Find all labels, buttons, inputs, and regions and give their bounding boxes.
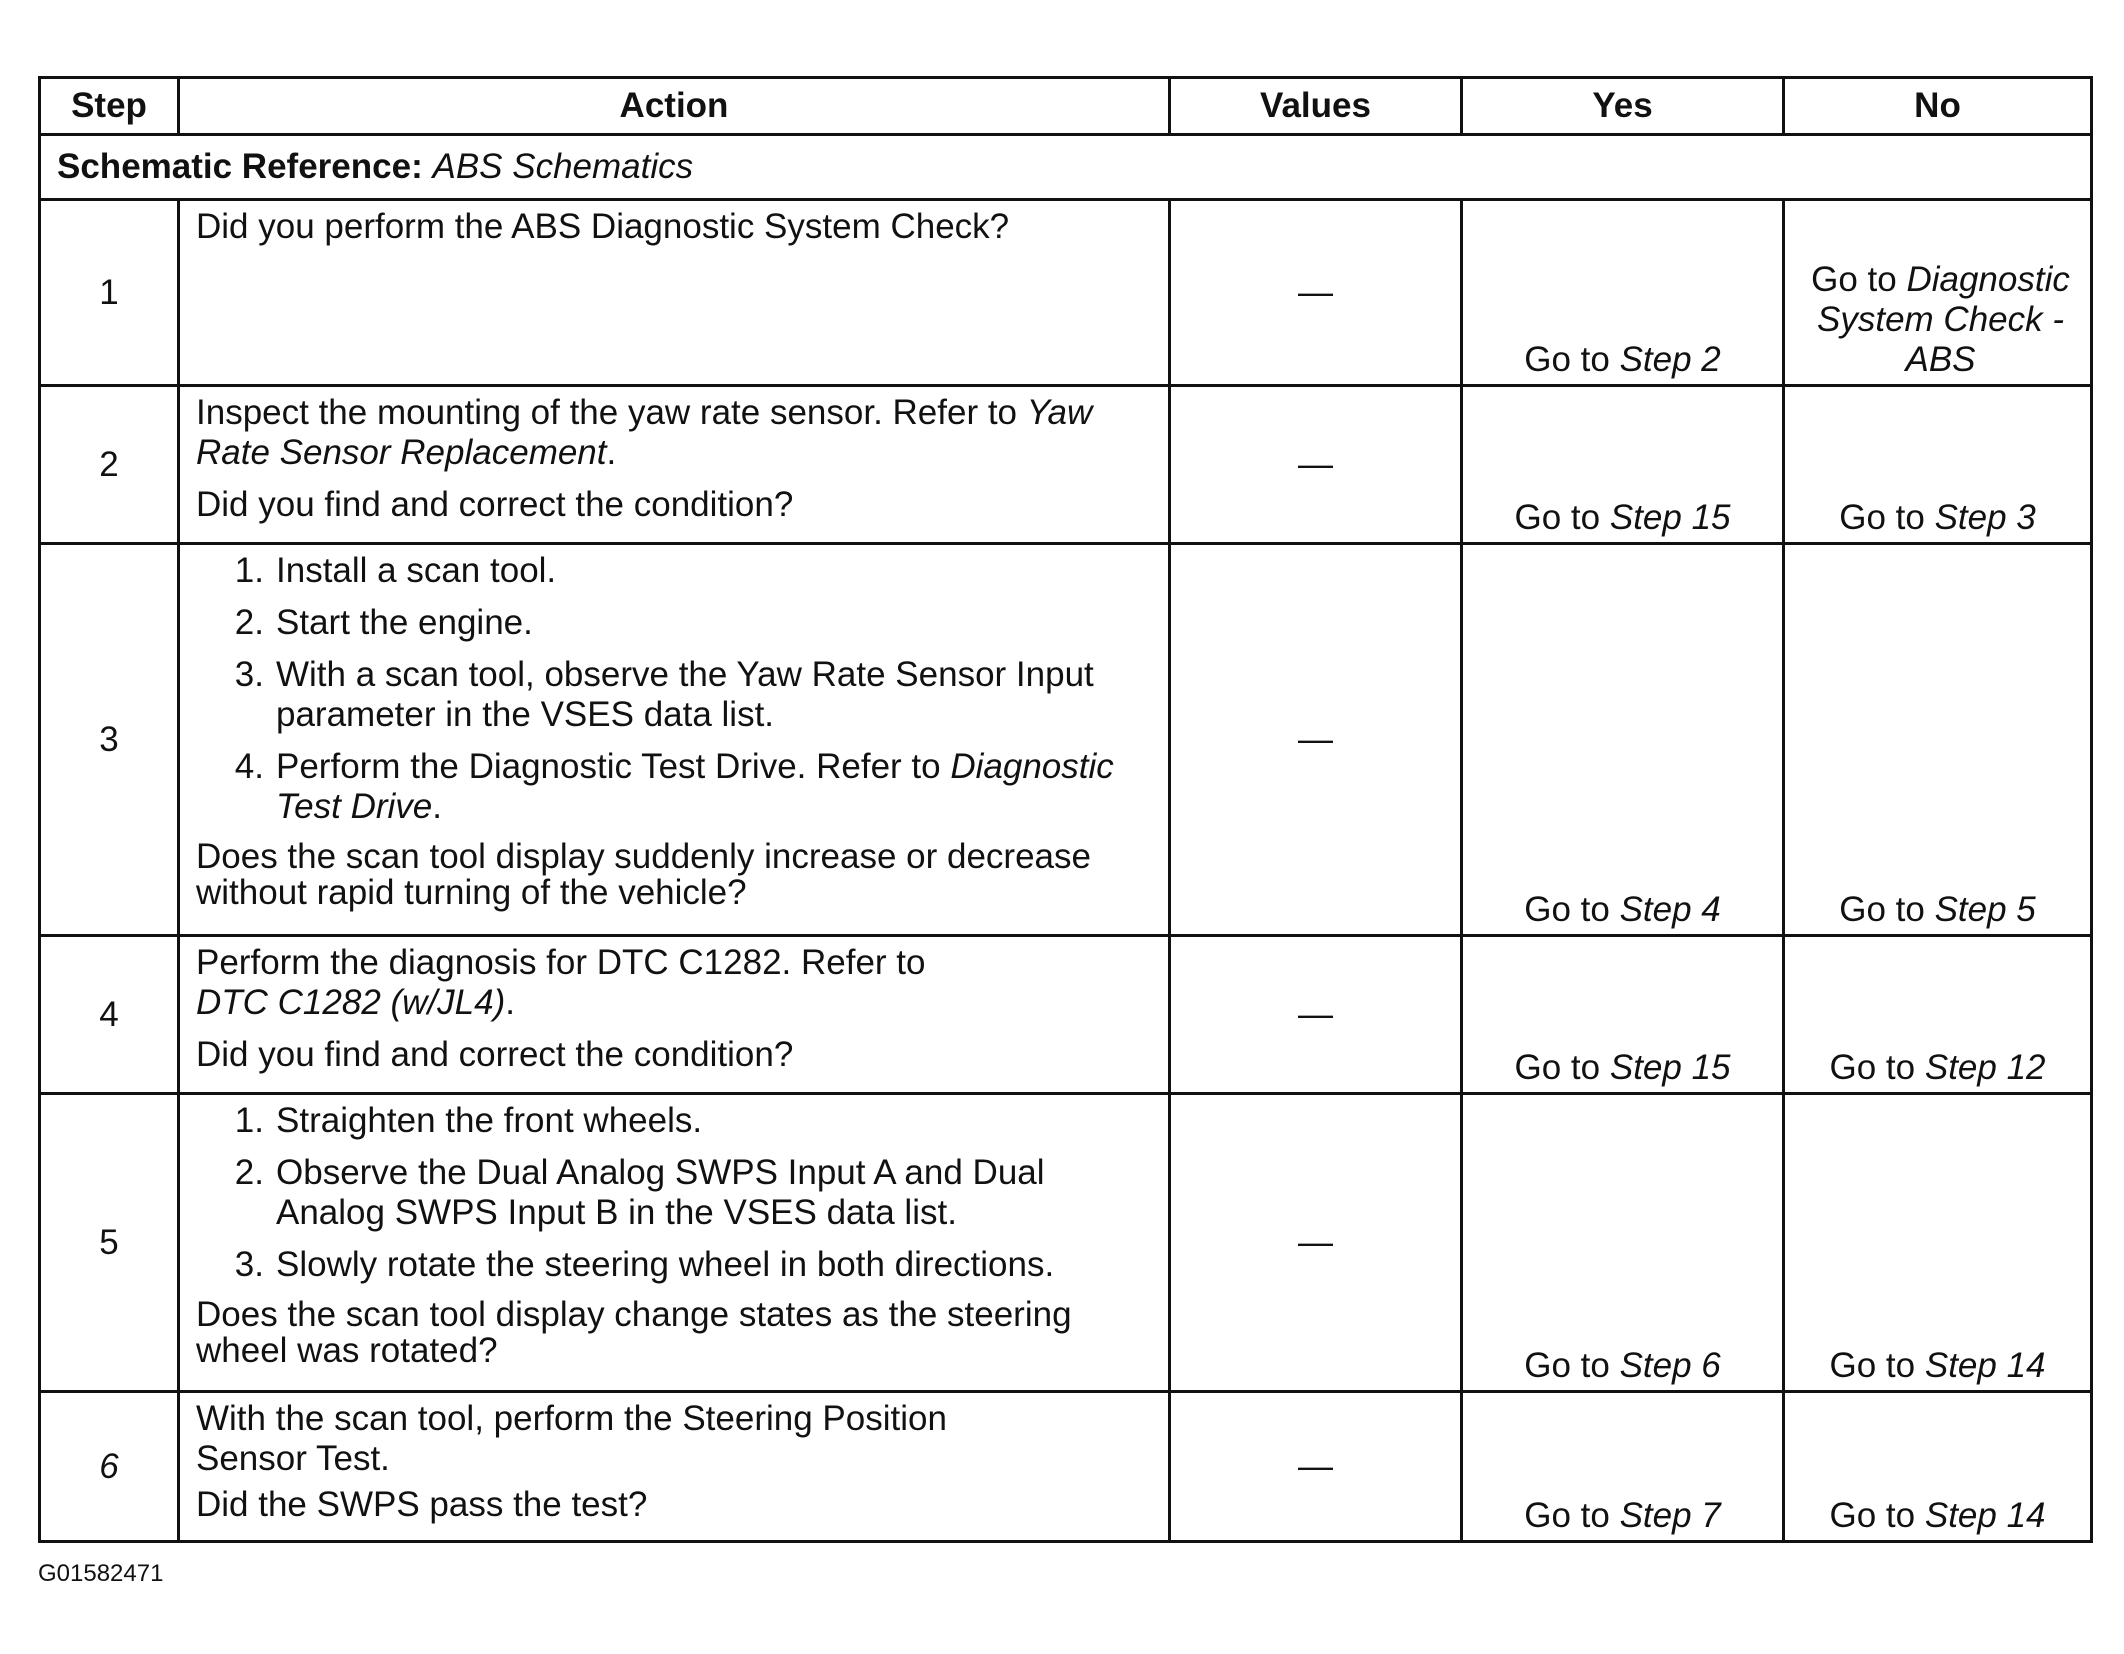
no-step-link[interactable]: Diagnostic System Check - ABS [1817, 260, 2070, 379]
list-item-number: 3. [234, 655, 264, 694]
action-question: Did you find and correct the condition? [196, 1035, 794, 1074]
list-item-text: Observe the Dual Analog SWPS Input A and Dual Analog SWPS Input B in the VSES data list. [276, 1153, 1045, 1232]
go-to-prefix: Go to [1524, 890, 1610, 929]
action-cell [179, 200, 1170, 386]
procedure-list [196, 1101, 1154, 1285]
no-cell [1784, 200, 2092, 386]
yes-cell [1462, 386, 1784, 544]
no-step-link[interactable]: Step 3 [1934, 498, 2036, 537]
table-row [40, 936, 2092, 1094]
step-number: 2 [40, 386, 179, 544]
yes-step-link[interactable]: Step 4 [1619, 890, 1721, 929]
no-step-link[interactable]: Step 12 [1924, 1048, 2046, 1087]
list-item-text: Install a scan tool. [276, 551, 557, 590]
list-item [196, 655, 1154, 735]
step-number: 1 [40, 200, 179, 386]
no-step-link[interactable]: Step 14 [1924, 1496, 2046, 1535]
step-number: 3 [40, 544, 179, 936]
list-item [196, 1245, 1154, 1285]
action-cell [179, 936, 1170, 1094]
go-to-prefix: Go to [1514, 498, 1601, 537]
yes-cell [1462, 1392, 1784, 1542]
yes-cell [1462, 1094, 1784, 1392]
no-cell [1784, 544, 2092, 936]
list-item [196, 603, 1154, 643]
action-question: Does the scan tool display suddenly increase or decrease without rapid turning of the vehicle? [196, 837, 1091, 912]
values-cell: — [1170, 544, 1462, 936]
step-number: 5 [40, 1094, 179, 1392]
go-to-prefix: Go to [1839, 498, 1925, 537]
yes-step-link[interactable]: Step 2 [1619, 340, 1721, 379]
list-item-text: Perform the Diagnostic Test Drive. Refer to Diagnostic Test Drive. [276, 747, 1114, 826]
action-text: Perform the diagnosis for DTC C1282. Refer to DTC C1282 (w/JL4). [196, 943, 926, 1022]
action-question: Did you perform the ABS Diagnostic System Check? [196, 207, 1010, 246]
action-instruction: Perform the diagnosis for DTC C1282. Refer to [196, 943, 926, 982]
go-to-prefix: Go to [1829, 1346, 1916, 1385]
figure-id: G01582471 [38, 1560, 164, 1587]
no-step-link[interactable]: Step 5 [1934, 890, 2036, 929]
header-yes: Yes [1462, 78, 1784, 135]
header-step: Step [40, 78, 179, 135]
action-text: With the scan tool, perform the Steering Position Sensor Test. [196, 1399, 947, 1478]
table-row [40, 200, 2092, 386]
list-item [196, 551, 1154, 591]
list-item-number: 4. [234, 747, 264, 786]
list-item-text: Slowly rotate the steering wheel in both directions. [276, 1245, 1055, 1284]
no-step-link[interactable]: Step 14 [1924, 1346, 2046, 1385]
schematic-reference-label: Schematic Reference: [57, 147, 423, 186]
schematic-reference-row [40, 135, 2092, 200]
list-item [196, 1101, 1154, 1141]
header-row [40, 78, 2092, 135]
action-question: Does the scan tool display change states as the steering wheel was rotated? [196, 1295, 1072, 1370]
list-item-number: 2. [234, 1153, 264, 1192]
no-cell [1784, 1392, 2092, 1542]
go-to-prefix: Go to [1829, 1496, 1916, 1535]
values-cell: — [1170, 1094, 1462, 1392]
action-question: Did the SWPS pass the test? [196, 1485, 648, 1524]
action-reference-link[interactable]: DTC C1282 (w/JL4) [196, 983, 506, 1022]
list-item-text: With a scan tool, observe the Yaw Rate Sensor Input parameter in the VSES data list. [276, 655, 1094, 734]
diagnostic-table [38, 76, 2093, 1543]
no-cell [1784, 936, 2092, 1094]
values-cell: — [1170, 386, 1462, 544]
list-item-text: Start the engine. [276, 603, 533, 642]
action-reference-link[interactable]: Diagnostic Test Drive [276, 747, 1114, 826]
go-to-prefix: Go to [1829, 1048, 1916, 1087]
yes-cell [1462, 200, 1784, 386]
list-item [196, 1153, 1154, 1233]
schematic-reference-link[interactable]: ABS Schematics [432, 147, 694, 186]
header-action: Action [179, 78, 1170, 135]
go-to-prefix: Go to [1524, 1346, 1610, 1385]
values-cell: — [1170, 200, 1462, 386]
action-reference-link[interactable]: Yaw Rate Sensor Replacement [196, 393, 1093, 472]
no-cell [1784, 1094, 2092, 1392]
yes-cell [1462, 544, 1784, 936]
action-cell [179, 544, 1170, 936]
values-cell: — [1170, 1392, 1462, 1542]
yes-cell [1462, 936, 1784, 1094]
list-item-instruction: Perform the Diagnostic Test Drive. Refer to [276, 747, 941, 786]
action-cell [179, 386, 1170, 544]
go-to-prefix: Go to [1811, 260, 1897, 299]
action-question: Did you find and correct the condition? [196, 485, 794, 524]
table-row [40, 1392, 2092, 1542]
action-instruction: Inspect the mounting of the yaw rate sensor. Refer to [196, 393, 1018, 432]
header-no: No [1784, 78, 2092, 135]
list-item [196, 747, 1154, 827]
list-item-number: 3. [234, 1245, 264, 1284]
step-number: 4 [40, 936, 179, 1094]
yes-step-link[interactable]: Step 15 [1609, 498, 1731, 537]
go-to-prefix: Go to [1524, 340, 1610, 379]
values-cell: — [1170, 936, 1462, 1094]
go-to-prefix: Go to [1524, 1496, 1610, 1535]
list-item-number: 1. [234, 551, 264, 590]
table-row [40, 386, 2092, 544]
list-item-text: Straighten the front wheels. [276, 1101, 703, 1140]
procedure-list [196, 551, 1154, 827]
yes-step-link[interactable]: Step 15 [1609, 1048, 1731, 1087]
action-text: Inspect the mounting of the yaw rate sensor. Refer to Yaw Rate Sensor Replacement. [196, 393, 1093, 472]
table-row [40, 1094, 2092, 1392]
yes-step-link[interactable]: Step 6 [1619, 1346, 1721, 1385]
table-row [40, 544, 2092, 936]
schematic-reference [40, 135, 2092, 200]
list-item-number: 2. [234, 603, 264, 642]
no-cell [1784, 386, 2092, 544]
yes-step-link[interactable]: Step 7 [1619, 1496, 1721, 1535]
action-cell [179, 1392, 1170, 1542]
header-values: Values [1170, 78, 1462, 135]
action-cell [179, 1094, 1170, 1392]
go-to-prefix: Go to [1514, 1048, 1601, 1087]
go-to-prefix: Go to [1839, 890, 1925, 929]
list-item-number: 1. [234, 1101, 264, 1140]
step-number: 6 [40, 1392, 179, 1542]
